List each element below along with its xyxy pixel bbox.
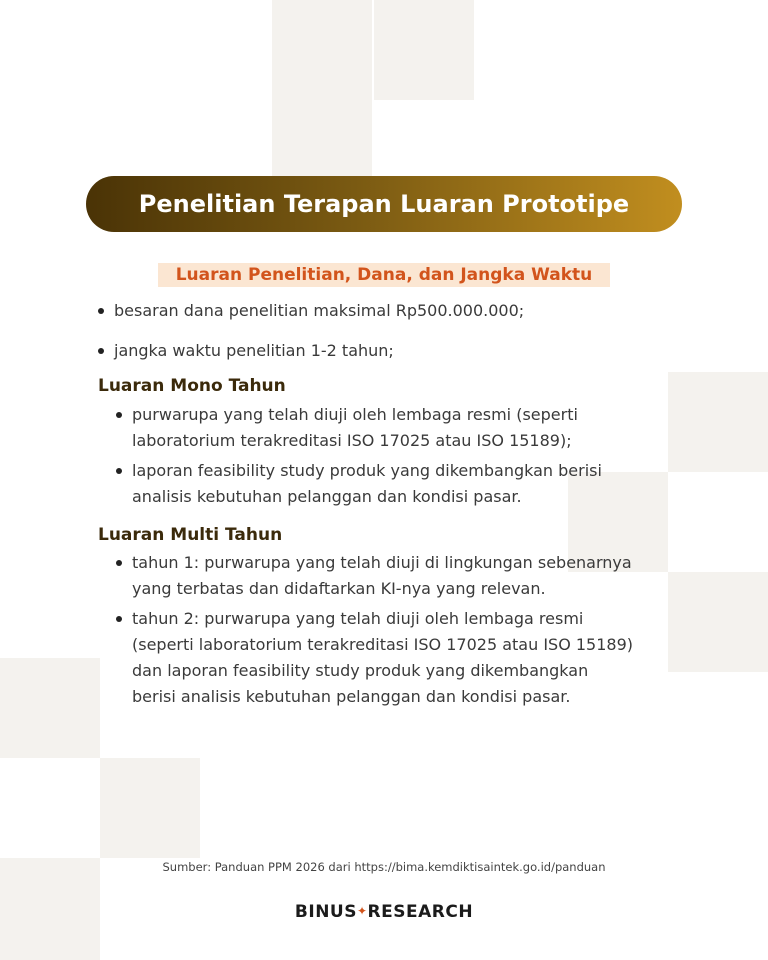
list-item xyxy=(116,550,632,602)
bg-tile xyxy=(668,372,768,472)
bullet-icon xyxy=(116,560,122,566)
star-icon: ✦ xyxy=(356,904,368,918)
page-title: Penelitian Terapan Luaran Prototipe xyxy=(138,190,630,218)
bg-tile xyxy=(0,658,100,758)
list-item xyxy=(116,458,602,510)
list-item-line: dan laporan feasibility study produk yang dikembangkan xyxy=(132,661,589,680)
list-item xyxy=(98,298,524,324)
section-title-multi: Luaran Multi Tahun xyxy=(98,525,283,545)
bg-tile xyxy=(668,572,768,672)
title-banner xyxy=(86,176,682,232)
list-item-line: (seperti laboratorium terakreditasi ISO 17025 atau ISO 15189) xyxy=(132,635,634,654)
section-title-mono: Luaran Mono Tahun xyxy=(98,376,286,396)
list-item-line: laporan feasibility study produk yang dikembangkan berisi xyxy=(132,461,602,480)
source-note: Sumber: Panduan PPM 2026 dari https://bima.kemdiktisaintek.go.id/panduan xyxy=(162,860,606,874)
binus-research-logo xyxy=(0,902,768,922)
list-item-line: purwarupa yang telah diuji oleh lembaga resmi (seperti xyxy=(132,405,578,424)
bullet-icon xyxy=(98,348,104,354)
logo-text-left: BINUS xyxy=(294,902,357,922)
bullet-icon xyxy=(116,616,122,622)
list-item-line: yang terbatas dan didaftarkan KI-nya yang relevan. xyxy=(132,579,546,598)
bullet-icon xyxy=(98,308,104,314)
list-item-line: berisi analisis kebutuhan pelanggan dan kondisi pasar. xyxy=(132,687,571,706)
bullet-icon xyxy=(116,468,122,474)
list-item-line: tahun 2: purwarupa yang telah diuji oleh lembaga resmi xyxy=(132,609,584,628)
subheading: Luaran Penelitian, Dana, dan Jangka Waktu xyxy=(158,263,611,287)
list-item-line: laboratorium terakreditasi ISO 17025 atau ISO 15189); xyxy=(132,431,572,450)
bg-tile xyxy=(374,0,474,100)
logo-text-right: RESEARCH xyxy=(367,902,474,922)
list-item-text: jangka waktu penelitian 1-2 tahun; xyxy=(114,341,394,360)
list-item xyxy=(116,402,578,454)
bg-tile xyxy=(100,758,200,858)
list-item xyxy=(116,606,633,710)
bg-tile xyxy=(272,0,372,100)
list-item-line: tahun 1: purwarupa yang telah diuji di lingkungan sebenarnya xyxy=(132,553,632,572)
list-item-line: analisis kebutuhan pelanggan dan kondisi pasar. xyxy=(132,487,522,506)
list-item-text: besaran dana penelitian maksimal Rp500.000.000; xyxy=(114,301,525,320)
list-item xyxy=(98,338,394,364)
bullet-icon xyxy=(116,412,122,418)
subheading-wrap xyxy=(0,263,768,287)
